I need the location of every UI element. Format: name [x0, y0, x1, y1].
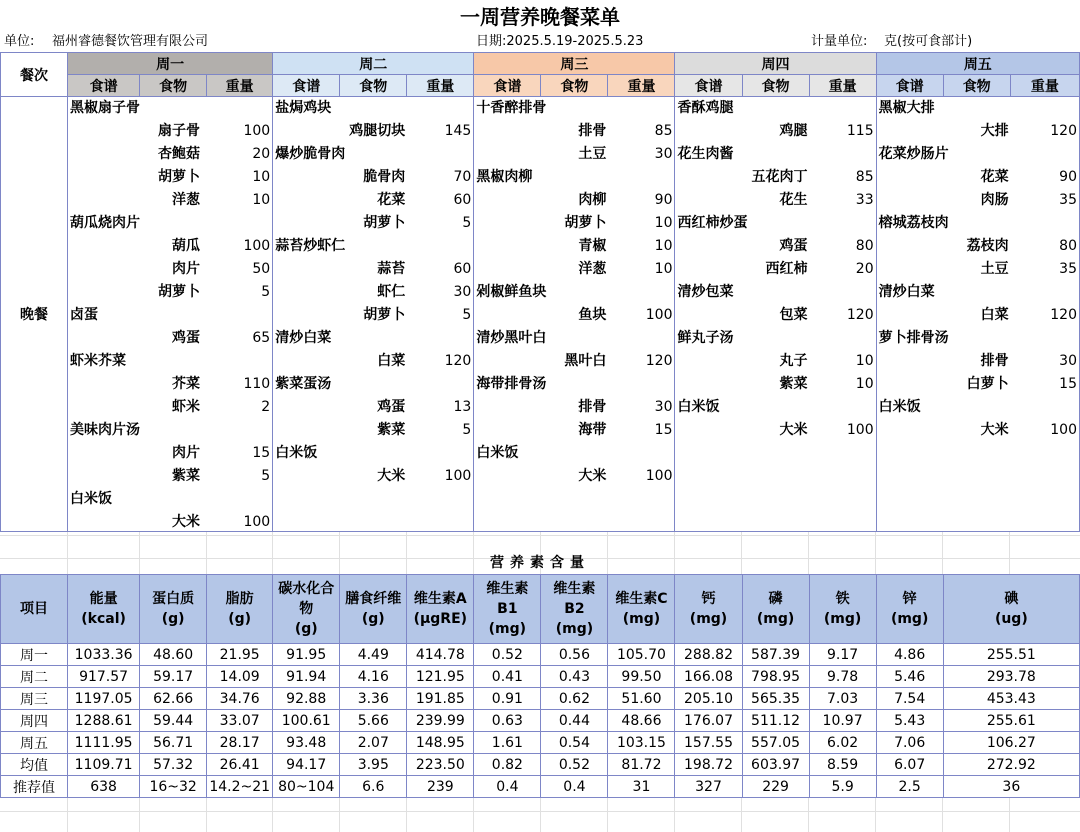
food-name: 胡萝卜 [158, 169, 201, 185]
food-name: 花菜 [377, 192, 406, 208]
day-header-tue: 周二 [273, 53, 474, 75]
nutrition-value: 157.55 [675, 732, 742, 754]
nutrition-title: 营养素含量 [490, 555, 590, 571]
dish-name: 清炒包菜 [677, 284, 734, 300]
nutrition-value: 100.61 [273, 710, 340, 732]
date-label: 日期:2025.5.19-2025.5.23 [476, 34, 644, 49]
nutrition-value: 6.02 [809, 732, 876, 754]
subheader-recipe: 食谱 [273, 75, 340, 97]
dish-name: 鲜丸子汤 [677, 330, 734, 346]
food-name: 肉柳 [578, 192, 607, 208]
nutrition-value: 14.09 [207, 666, 273, 688]
subheader-recipe: 食谱 [675, 75, 742, 97]
food-name: 虾仁 [377, 284, 406, 300]
food-weight: 80 [1059, 238, 1077, 254]
food-weight: 10 [654, 238, 673, 254]
nutrition-header: 项目 [1, 575, 68, 644]
subheader-weight: 重量 [809, 75, 876, 97]
nutrition-header: 磷 (mg) [742, 575, 809, 644]
nutrition-value: 148.95 [407, 732, 474, 754]
nutrition-value: 327 [675, 776, 742, 798]
food-name: 排骨 [980, 353, 1009, 369]
nutrition-value: 1111.95 [68, 732, 140, 754]
nutrition-value: 91.94 [273, 666, 340, 688]
food-name: 肉片 [172, 261, 201, 277]
dish-name: 蒜苔炒虾仁 [275, 238, 346, 254]
nutrition-value: 48.60 [140, 644, 207, 666]
nutrition-value: 176.07 [675, 710, 742, 732]
dish-name: 爆炒脆骨肉 [275, 146, 346, 162]
day-menu-wed [474, 97, 675, 532]
nutrition-value: 57.32 [140, 754, 207, 776]
nutrition-value: 26.41 [207, 754, 273, 776]
food-name: 杏鲍菇 [158, 146, 201, 162]
food-name: 鸡蛋 [377, 399, 406, 415]
dish-name: 盐焗鸡块 [275, 100, 332, 116]
food-name: 大米 [578, 468, 607, 484]
nutrition-value: 223.50 [407, 754, 474, 776]
food-name: 洋葱 [172, 192, 201, 208]
nutrition-value: 272.92 [943, 754, 1079, 776]
food-name: 鸡腿切块 [349, 123, 406, 139]
food-weight: 90 [654, 192, 673, 208]
food-name: 大米 [980, 422, 1009, 438]
nutrition-value: 5.66 [340, 710, 407, 732]
food-name: 排骨 [578, 123, 607, 139]
meal-column-header: 餐次 [1, 53, 68, 97]
measure-label: 计量单位: [811, 34, 868, 49]
food-weight: 85 [855, 169, 874, 185]
food-name: 青椒 [578, 238, 607, 254]
food-name: 土豆 [578, 146, 607, 162]
food-name: 洋葱 [578, 261, 607, 277]
dish-name: 虾米芥菜 [70, 353, 127, 369]
nutrition-row-label: 周一 [1, 644, 68, 666]
day-menu-thu [675, 97, 876, 532]
food-weight: 33 [855, 192, 874, 208]
food-weight: 5 [261, 284, 271, 300]
nutrition-value: 255.61 [943, 710, 1079, 732]
nutrition-row [1, 666, 1080, 688]
food-weight: 70 [453, 169, 472, 185]
nutrition-value: 3.95 [340, 754, 407, 776]
food-name: 白萝卜 [966, 376, 1009, 392]
food-weight: 20 [855, 261, 874, 277]
food-name: 丸子 [779, 353, 808, 369]
day-header-wed: 周三 [474, 53, 675, 75]
food-weight: 100 [243, 238, 271, 254]
dish-name: 清炒黑叶白 [476, 330, 547, 346]
food-weight: 15 [654, 422, 673, 438]
nutrition-value: 80~104 [273, 776, 340, 798]
food-name: 脆骨肉 [363, 169, 406, 185]
nutrition-value: 56.71 [140, 732, 207, 754]
nutrition-value: 4.49 [340, 644, 407, 666]
page-title: 一周营养晚餐菜单 [460, 5, 620, 29]
food-name: 胡萝卜 [363, 307, 406, 323]
nutrition-header: 维生素A (μgRE) [407, 575, 474, 644]
subheader-food: 食物 [943, 75, 1010, 97]
nutrition-value: 92.88 [273, 688, 340, 710]
food-weight: 80 [855, 238, 874, 254]
food-name: 白菜 [980, 307, 1009, 323]
nutrition-value: 28.17 [207, 732, 273, 754]
nutrition-value: 917.57 [68, 666, 140, 688]
nutrition-value: 0.82 [474, 754, 541, 776]
nutrition-value: 121.95 [407, 666, 474, 688]
food-weight: 30 [1059, 353, 1077, 369]
nutrition-value: 6.07 [876, 754, 943, 776]
food-name: 虾米 [172, 399, 201, 415]
nutrition-value: 414.78 [407, 644, 474, 666]
food-name: 蒜苔 [377, 261, 406, 277]
subheader-food: 食物 [541, 75, 608, 97]
food-name: 鱼块 [578, 307, 607, 323]
nutrition-value: 1288.61 [68, 710, 140, 732]
nutrition-value: 9.17 [809, 644, 876, 666]
nutrition-row [1, 710, 1080, 732]
dish-name: 剁椒鲜鱼块 [476, 284, 547, 300]
day-header-fri: 周五 [876, 53, 1079, 75]
nutrition-value: 0.41 [474, 666, 541, 688]
nutrition-header: 蛋白质 (g) [140, 575, 207, 644]
menu-table [0, 52, 1080, 532]
nutrition-value: 10.97 [809, 710, 876, 732]
food-weight: 115 [846, 123, 874, 139]
nutrition-value: 587.39 [742, 644, 809, 666]
dish-name: 花菜炒肠片 [878, 146, 949, 162]
nutrition-value: 565.35 [742, 688, 809, 710]
nutrition-value: 93.48 [273, 732, 340, 754]
nutrition-table [0, 574, 1080, 798]
nutrition-value: 166.08 [675, 666, 742, 688]
food-weight: 5 [462, 307, 472, 323]
nutrition-value: 557.05 [742, 732, 809, 754]
dish-name: 黑椒肉柳 [476, 169, 533, 185]
food-weight: 35 [1059, 261, 1077, 277]
food-name: 扇子骨 [158, 123, 201, 139]
food-weight: 10 [654, 261, 673, 277]
food-weight: 2 [261, 399, 271, 415]
food-weight: 100 [243, 123, 271, 139]
nutrition-value: 59.44 [140, 710, 207, 732]
food-name: 大排 [980, 123, 1009, 139]
dish-name: 十香醉排骨 [476, 100, 547, 116]
dish-name: 香酥鸡腿 [677, 100, 734, 116]
food-weight: 120 [1050, 307, 1077, 323]
food-name: 鸡蛋 [779, 238, 808, 254]
food-weight: 10 [252, 169, 271, 185]
food-name: 紫菜 [377, 422, 406, 438]
food-name: 花菜 [980, 169, 1009, 185]
nutrition-value: 0.52 [474, 644, 541, 666]
food-weight: 100 [444, 468, 472, 484]
food-name: 荔枝肉 [966, 238, 1009, 254]
food-name: 胡萝卜 [564, 215, 607, 231]
nutrition-value: 229 [742, 776, 809, 798]
nutrition-value: 0.44 [541, 710, 608, 732]
food-weight: 35 [1059, 192, 1077, 208]
food-weight: 110 [243, 376, 271, 392]
subheader-recipe: 食谱 [876, 75, 943, 97]
food-weight: 120 [1050, 123, 1077, 139]
unit-label: 单位: [4, 34, 35, 49]
food-weight: 145 [444, 123, 472, 139]
subheader-recipe: 食谱 [474, 75, 541, 97]
food-name: 鸡蛋 [172, 330, 201, 346]
nutrition-value: 21.95 [207, 644, 273, 666]
nutrition-value: 0.56 [541, 644, 608, 666]
nutrition-value: 6.6 [340, 776, 407, 798]
dish-name: 白米饭 [878, 399, 921, 415]
food-name: 胡萝卜 [363, 215, 406, 231]
food-weight: 60 [453, 192, 472, 208]
nutrition-header: 维生素 B1 (mg) [474, 575, 541, 644]
nutrition-value: 9.78 [809, 666, 876, 688]
nutrition-value: 59.17 [140, 666, 207, 688]
nutrition-value: 105.70 [608, 644, 675, 666]
nutrition-value: 1197.05 [68, 688, 140, 710]
food-weight: 100 [846, 422, 874, 438]
nutrition-row [1, 688, 1080, 710]
dish-name: 白米饭 [70, 491, 113, 507]
food-name: 花生 [779, 192, 808, 208]
food-weight: 5 [261, 468, 271, 484]
nutrition-value: 36 [943, 776, 1079, 798]
nutrition-value: 106.27 [943, 732, 1079, 754]
nutrition-value: 99.50 [608, 666, 675, 688]
food-weight: 5 [462, 215, 472, 231]
subheader-weight: 重量 [1010, 75, 1079, 97]
nutrition-value: 4.16 [340, 666, 407, 688]
food-weight: 100 [645, 307, 673, 323]
nutrition-value: 0.43 [541, 666, 608, 688]
nutrition-value: 94.17 [273, 754, 340, 776]
food-weight: 10 [855, 376, 874, 392]
food-name: 黑叶白 [564, 353, 607, 369]
dish-name: 西红柿炒蛋 [677, 215, 748, 231]
food-name: 鸡腿 [779, 123, 808, 139]
day-menu-fri [876, 97, 1079, 532]
food-weight: 60 [453, 261, 472, 277]
food-weight: 90 [1059, 169, 1077, 185]
nutrition-value: 0.54 [541, 732, 608, 754]
nutrition-value: 8.59 [809, 754, 876, 776]
nutrition-row-label: 周三 [1, 688, 68, 710]
nutrition-value: 14.2~21 [207, 776, 273, 798]
dish-name: 榕城荔枝肉 [878, 215, 949, 231]
nutrition-value: 0.4 [474, 776, 541, 798]
dish-name: 黑椒大排 [878, 100, 935, 116]
nutrition-value: 5.46 [876, 666, 943, 688]
day-menu-tue [273, 97, 474, 532]
unit-value: 福州睿德餐饮管理有限公司 [52, 34, 209, 49]
nutrition-value: 603.97 [742, 754, 809, 776]
nutrition-value: 255.51 [943, 644, 1079, 666]
dish-name: 美味肉片汤 [70, 422, 141, 438]
nutrition-value: 62.66 [140, 688, 207, 710]
dish-name: 萝卜排骨汤 [878, 330, 949, 346]
nutrition-value: 638 [68, 776, 140, 798]
food-weight: 10 [855, 353, 874, 369]
dish-name: 清炒白菜 [275, 330, 332, 346]
nutrition-value: 16~32 [140, 776, 207, 798]
food-name: 包菜 [779, 307, 808, 323]
nutrition-row-label: 周四 [1, 710, 68, 732]
food-weight: 15 [1059, 376, 1077, 392]
subheader-weight: 重量 [407, 75, 474, 97]
nutrition-value: 31 [608, 776, 675, 798]
food-weight: 13 [453, 399, 472, 415]
food-weight: 100 [243, 514, 271, 530]
food-name: 葫瓜 [172, 238, 201, 254]
subheader-food: 食物 [340, 75, 407, 97]
food-name: 土豆 [980, 261, 1009, 277]
food-weight: 30 [654, 146, 673, 162]
nutrition-value: 51.60 [608, 688, 675, 710]
food-weight: 30 [654, 399, 673, 415]
nutrition-value: 4.86 [876, 644, 943, 666]
subheader-weight: 重量 [608, 75, 675, 97]
nutrition-value: 34.76 [207, 688, 273, 710]
food-weight: 5 [462, 422, 472, 438]
dish-name: 紫菜蛋汤 [275, 376, 332, 392]
nutrition-value: 0.63 [474, 710, 541, 732]
nutrition-value: 7.54 [876, 688, 943, 710]
nutrition-value: 91.95 [273, 644, 340, 666]
dish-name: 卤蛋 [70, 307, 99, 323]
food-name: 胡萝卜 [158, 284, 201, 300]
food-name: 芥菜 [172, 376, 201, 392]
nutrition-header: 碳水化合 物 (g) [273, 575, 340, 644]
subheader-food: 食物 [742, 75, 809, 97]
food-weight: 100 [1050, 422, 1077, 438]
food-name: 海带 [578, 422, 607, 438]
food-name: 紫菜 [172, 468, 201, 484]
day-header-thu: 周四 [675, 53, 876, 75]
dish-name: 花生肉酱 [677, 146, 734, 162]
food-name: 五花肉丁 [751, 169, 808, 185]
nutrition-value: 5.43 [876, 710, 943, 732]
nutrition-value: 239 [407, 776, 474, 798]
nutrition-value: 0.52 [541, 754, 608, 776]
nutrition-value: 511.12 [742, 710, 809, 732]
food-weight: 120 [444, 353, 472, 369]
nutrition-value: 0.4 [541, 776, 608, 798]
dish-name: 清炒白菜 [878, 284, 935, 300]
nutrition-value: 33.07 [207, 710, 273, 732]
food-weight: 100 [645, 468, 673, 484]
nutrition-value: 0.91 [474, 688, 541, 710]
food-weight: 65 [252, 330, 271, 346]
food-weight: 50 [252, 261, 271, 277]
nutrition-value: 1.61 [474, 732, 541, 754]
dish-name: 葫瓜烧肉片 [70, 215, 141, 231]
nutrition-value: 288.82 [675, 644, 742, 666]
nutrition-value: 103.15 [608, 732, 675, 754]
food-weight: 10 [654, 215, 673, 231]
dish-name: 白米饭 [275, 445, 318, 461]
nutrition-header: 钙 (mg) [675, 575, 742, 644]
nutrition-value: 191.85 [407, 688, 474, 710]
nutrition-row [1, 754, 1080, 776]
day-menu-mon [68, 97, 273, 532]
nutrition-value: 1109.71 [68, 754, 140, 776]
dish-name: 黑椒扇子骨 [70, 100, 141, 116]
food-name: 排骨 [578, 399, 607, 415]
food-weight: 15 [252, 445, 271, 461]
nutrition-header: 碘 (ug) [943, 575, 1079, 644]
food-name: 肉片 [172, 445, 201, 461]
nutrition-header: 维生素 B2 (mg) [541, 575, 608, 644]
nutrition-row-label: 均值 [1, 754, 68, 776]
food-weight: 10 [252, 192, 271, 208]
nutrition-value: 1033.36 [68, 644, 140, 666]
nutrition-value: 205.10 [675, 688, 742, 710]
nutrition-value: 2.07 [340, 732, 407, 754]
food-name: 大米 [377, 468, 406, 484]
subheader-recipe: 食谱 [68, 75, 140, 97]
nutrition-header: 能量 (kcal) [68, 575, 140, 644]
nutrition-row [1, 644, 1080, 666]
meal-name: 晚餐 [1, 97, 68, 532]
food-name: 大米 [779, 422, 808, 438]
nutrition-value: 293.78 [943, 666, 1079, 688]
food-name: 肉肠 [980, 192, 1009, 208]
food-weight: 85 [654, 123, 673, 139]
nutrition-value: 5.9 [809, 776, 876, 798]
nutrition-value: 2.5 [876, 776, 943, 798]
nutrition-value: 48.66 [608, 710, 675, 732]
food-weight: 120 [846, 307, 874, 323]
nutrition-row [1, 732, 1080, 754]
dish-name: 白米饭 [476, 445, 519, 461]
nutrition-row-label: 周二 [1, 666, 68, 688]
day-header-mon: 周一 [68, 53, 273, 75]
nutrition-value: 81.72 [608, 754, 675, 776]
nutrition-value: 7.03 [809, 688, 876, 710]
nutrition-value: 453.43 [943, 688, 1079, 710]
nutrition-header: 铁 (mg) [809, 575, 876, 644]
dish-name: 海带排骨汤 [476, 376, 547, 392]
food-weight: 30 [453, 284, 472, 300]
nutrition-header: 膳食纤维 (g) [340, 575, 407, 644]
food-name: 紫菜 [779, 376, 808, 392]
nutrition-value: 7.06 [876, 732, 943, 754]
food-weight: 120 [645, 353, 673, 369]
nutrition-value: 239.99 [407, 710, 474, 732]
measure-value: 克(按可食部计) [884, 34, 973, 49]
food-name: 西红柿 [765, 261, 808, 277]
food-weight: 20 [252, 146, 271, 162]
nutrition-row-label: 周五 [1, 732, 68, 754]
nutrition-value: 798.95 [742, 666, 809, 688]
nutrition-value: 3.36 [340, 688, 407, 710]
dish-name: 白米饭 [677, 399, 720, 415]
nutrition-header: 维生素C (mg) [608, 575, 675, 644]
nutrition-row [1, 776, 1080, 798]
nutrition-row-label: 推荐值 [1, 776, 68, 798]
food-name: 大米 [172, 514, 201, 530]
food-name: 白菜 [377, 353, 406, 369]
nutrition-value: 198.72 [675, 754, 742, 776]
nutrition-value: 0.62 [541, 688, 608, 710]
nutrition-header: 锌 (mg) [876, 575, 943, 644]
subheader-weight: 重量 [207, 75, 273, 97]
subheader-food: 食物 [140, 75, 207, 97]
nutrition-header: 脂肪 (g) [207, 575, 273, 644]
